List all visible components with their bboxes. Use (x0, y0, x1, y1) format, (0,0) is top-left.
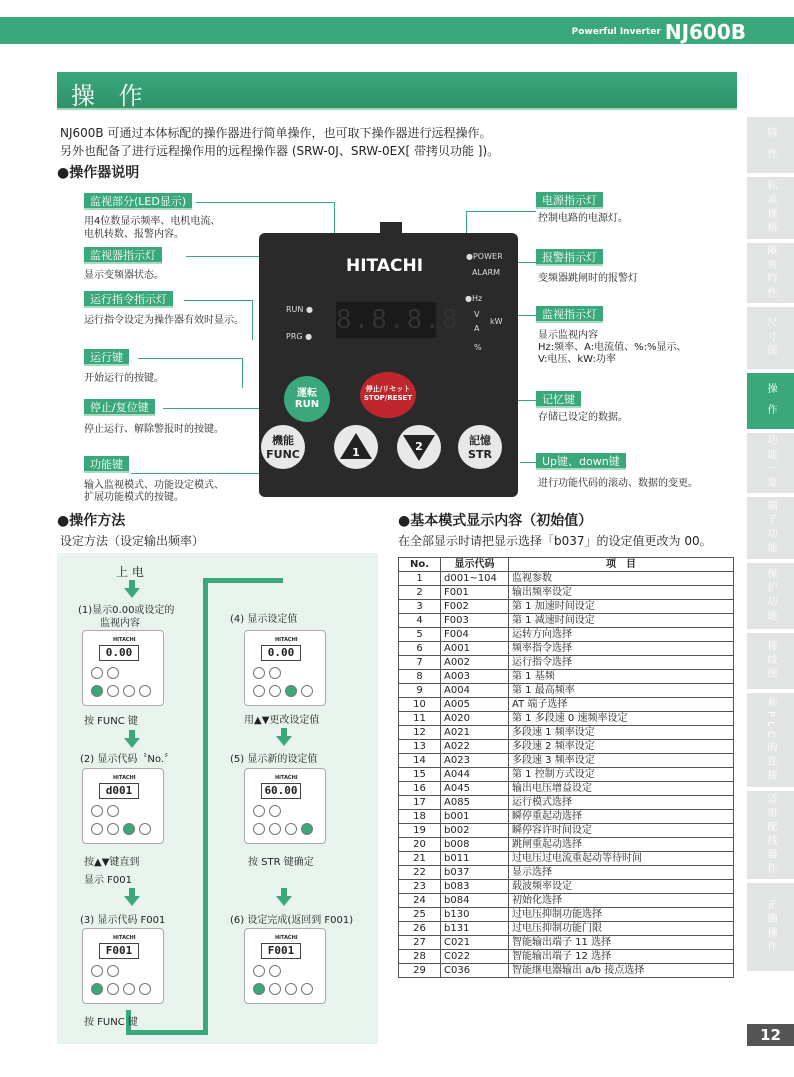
table-row (399, 670, 734, 684)
mini-button (253, 805, 265, 817)
mini-brand: HITACHI (113, 775, 136, 781)
table-row (399, 810, 734, 824)
row-no: 24 (399, 894, 441, 908)
row-item: 第 1 基频 (509, 670, 734, 684)
label-monitor-lamp: 监视器指示灯 (84, 247, 162, 264)
row-item: 过电压抑制功能选择 (509, 908, 734, 922)
mini-button (301, 685, 313, 697)
row-code: b130 (441, 908, 509, 922)
step-6: (6) 设定完成(返回到 F001) (230, 915, 354, 926)
page-number: 12 (747, 1024, 794, 1046)
row-code: A004 (441, 684, 509, 698)
step-1-key: 按 FUNC 键 (84, 716, 138, 727)
page-title: 操 作 (71, 82, 151, 110)
row-code: A021 (441, 726, 509, 740)
table-row (399, 866, 734, 880)
flow-path (203, 578, 283, 583)
row-item: 运行指令选择 (509, 656, 734, 670)
row-item: 智能继电器输出 a/b 接点选择 (509, 964, 734, 978)
row-code: b084 (441, 894, 509, 908)
mini-button (253, 667, 265, 679)
mini-button (107, 667, 119, 679)
side-tab-2[interactable]: 障害特性 (747, 243, 794, 303)
table-row (399, 936, 734, 950)
step-1-line-1: (1)显示0.00或设定的 (78, 605, 175, 616)
mini-button (253, 983, 265, 995)
row-no: 25 (399, 908, 441, 922)
table-row (399, 796, 734, 810)
stop-button-jp: 停止/リセット (365, 385, 411, 393)
row-no: 10 (399, 698, 441, 712)
row-no: 20 (399, 838, 441, 852)
mini-operator-5 (244, 768, 326, 844)
side-tab-4[interactable]: 操 作 (747, 373, 794, 429)
mini-button (91, 823, 103, 835)
row-code: A005 (441, 698, 509, 712)
up-button-number: 1 (352, 446, 360, 459)
row-no: 3 (399, 600, 441, 614)
side-tab-11[interactable]: 正确操作 (747, 883, 794, 971)
row-item: 输出电压增益设定 (509, 782, 734, 796)
store-button[interactable] (458, 425, 502, 469)
mini-button (91, 983, 103, 995)
leader-line (242, 358, 243, 388)
row-item: 显示选择 (509, 866, 734, 880)
mini-operator-6 (244, 928, 326, 1004)
leader-line (520, 462, 536, 463)
desc-monitor-ind-3: V:电压、kW:功率 (538, 354, 616, 365)
label-func-key: 功能键 (84, 456, 129, 473)
mini-button (91, 805, 103, 817)
row-no: 5 (399, 628, 441, 642)
mini-brand: HITACHI (113, 935, 136, 941)
mini-button (253, 685, 265, 697)
up-triangle-icon (334, 425, 378, 469)
table-row (399, 586, 734, 600)
mini-brand: HITACHI (275, 637, 298, 643)
row-code: A002 (441, 656, 509, 670)
alarm-lamp: ALARM (472, 268, 501, 277)
row-code: F004 (441, 628, 509, 642)
row-no: 29 (399, 964, 441, 978)
brand-model: NJ600B (664, 20, 746, 44)
row-no: 22 (399, 866, 441, 880)
side-tab-7[interactable]: 保护功能 (747, 563, 794, 629)
row-code: A085 (441, 796, 509, 810)
step-2: (2) 显示代码〝No.〞 (80, 754, 174, 765)
arrow-stem (281, 888, 287, 896)
mini-button (139, 685, 151, 697)
label-run-cmd-lamp: 运行指令指示灯 (84, 291, 173, 308)
desc-stop-key: 停止运行、解除警报时的按键。 (84, 424, 224, 435)
intro-line-1: NJ600B 可通过本体标配的操作器进行简单操作，也可取下操作器进行远程操作。 (60, 126, 492, 140)
label-power-lamp: 电源指示灯 (536, 192, 603, 209)
step-2-key-1: 按▲▼键直到 (84, 857, 140, 868)
table-row (399, 572, 734, 586)
side-tab-5[interactable]: 功能一览 (747, 433, 794, 493)
mini-operator-3 (82, 928, 164, 1004)
row-no: 8 (399, 670, 441, 684)
mini-display: 0.00 (261, 645, 301, 661)
run-button-jp: 運転 (297, 388, 317, 399)
row-item: 过电压抑制功能门限 (509, 922, 734, 936)
mini-button (139, 823, 151, 835)
method-heading: ●操作方法 (57, 513, 126, 529)
mini-display: 0.00 (99, 645, 139, 661)
mini-button (123, 823, 135, 835)
mini-button (269, 965, 281, 977)
a-lamp: A (474, 324, 480, 333)
led-display: 8.8.8.8 (336, 302, 436, 338)
up-button[interactable] (334, 425, 378, 469)
step-3-key: 按 FUNC 键 (84, 1017, 138, 1028)
store-button-jp: 記憶 (469, 434, 491, 447)
step-2-key-2: 显示 F001 (84, 875, 133, 886)
basic-mode-table (398, 557, 734, 978)
label-run-key: 运行键 (84, 349, 129, 366)
row-code: A044 (441, 768, 509, 782)
row-code: b008 (441, 838, 509, 852)
arrow-stem (281, 728, 287, 736)
row-code: d001~104 (441, 572, 509, 586)
step-5: (5) 显示新的设定值 (230, 754, 318, 765)
side-tab-10[interactable]: 适用配线器件 (747, 791, 794, 879)
mini-button (269, 983, 281, 995)
row-no: 26 (399, 922, 441, 936)
row-code: b002 (441, 824, 509, 838)
intro-line-2: 另外也配备了进行远程操作用的远程操作器 (SRW-0J、SRW-0EX[ 带拷贝功能 ])。 (60, 144, 500, 158)
row-no: 7 (399, 656, 441, 670)
row-no: 19 (399, 824, 441, 838)
step-power-on: 上 电 (116, 565, 144, 579)
mini-button (269, 805, 281, 817)
hz-lamp: ●Hz (465, 294, 483, 303)
mini-button (91, 667, 103, 679)
row-no: 23 (399, 880, 441, 894)
row-item: 智能输出端子 11 选择 (509, 936, 734, 950)
desc-store-key: 存储已设定的数据。 (538, 412, 628, 423)
mini-button (123, 685, 135, 697)
row-item: 多段速 2 频率设定 (509, 740, 734, 754)
table-row (399, 950, 734, 964)
mini-button (253, 823, 265, 835)
mini-button (107, 805, 119, 817)
label-monitor-led: 监视部分(LED显示) (84, 193, 192, 210)
table-row (399, 656, 734, 670)
table-row (399, 838, 734, 852)
row-item: 第 1 多段速 0 速频率设定 (509, 712, 734, 726)
row-code: b011 (441, 852, 509, 866)
row-item: 载波频率设定 (509, 880, 734, 894)
mini-button (301, 823, 313, 835)
row-code: A003 (441, 670, 509, 684)
arrow-stem (129, 580, 135, 588)
row-item: 输出频率设定 (509, 586, 734, 600)
down-arrow-icon (276, 896, 292, 906)
table-row (399, 600, 734, 614)
mini-operator-4 (244, 630, 326, 706)
desc-monitor-lamp: 显示变频器状态。 (84, 270, 164, 281)
row-item: 瞬停容许时间设定 (509, 824, 734, 838)
step-3: (3) 显示代码 F001 (80, 915, 166, 926)
row-code: b131 (441, 922, 509, 936)
v-lamp: V (474, 310, 480, 319)
row-item: 监视参数 (509, 572, 734, 586)
flow-path (203, 578, 208, 1035)
step-4-key: 用▲▼更改设定值 (244, 715, 320, 726)
mini-button (285, 685, 297, 697)
arrow-stem (129, 730, 135, 738)
func-button-jp: 機能 (272, 434, 294, 447)
leader-line (138, 358, 242, 359)
mini-button (107, 965, 119, 977)
func-button-en: FUNC (266, 448, 300, 461)
basic-mode-subtitle: 在全部显示时请把显示选择「b037」的设定值更改为 00。 (398, 534, 712, 548)
row-item: 多段速 3 频率设定 (509, 754, 734, 768)
mini-button (301, 983, 313, 995)
mini-button (285, 823, 297, 835)
step-4: (4) 显示设定值 (230, 614, 298, 625)
leader-line (252, 300, 253, 340)
mini-operator-1 (82, 630, 164, 706)
table-row (399, 712, 734, 726)
run-lamp: RUN ● (286, 305, 313, 314)
table-row (399, 852, 734, 866)
row-code: A045 (441, 782, 509, 796)
row-item: 过电压过电流重起动等待时间 (509, 852, 734, 866)
row-code: b001 (441, 810, 509, 824)
row-no: 17 (399, 796, 441, 810)
section-title-bar (57, 72, 737, 110)
run-button[interactable] (284, 376, 330, 422)
panel-brand: HITACHI (346, 256, 424, 276)
flow-path (126, 1030, 208, 1035)
row-item: 瞬停重起动选择 (509, 810, 734, 824)
row-code: A001 (441, 642, 509, 656)
row-item: 智能输出端子 12 选择 (509, 950, 734, 964)
table-row (399, 782, 734, 796)
row-no: 14 (399, 754, 441, 768)
brand-small: Powerful Inverter (571, 27, 661, 37)
mini-button (269, 667, 281, 679)
label-alarm-lamp: 报警指示灯 (536, 249, 603, 266)
table-row (399, 824, 734, 838)
row-code: F001 (441, 586, 509, 600)
run-button-en: RUN (294, 399, 320, 410)
desc-monitor-ind-1: 显示监视内容 (538, 330, 598, 341)
row-code: C036 (441, 964, 509, 978)
desc-monitor-ind-2: Hz:频率、A:电流值、%:%显示、 (538, 342, 687, 353)
table-row (399, 964, 734, 978)
mini-brand: HITACHI (275, 935, 298, 941)
side-tab-0[interactable]: 特 性 (747, 117, 794, 173)
desc-run-key: 开始运行的按键。 (84, 373, 164, 384)
mini-brand: HITACHI (113, 637, 136, 643)
mini-brand: HITACHI (275, 775, 298, 781)
row-item: 运转方向选择 (509, 628, 734, 642)
leader-line (184, 300, 252, 301)
power-lamp: ●POWER (466, 252, 503, 261)
func-button[interactable] (261, 425, 305, 469)
row-no: 18 (399, 810, 441, 824)
stop-reset-button[interactable] (360, 372, 416, 418)
row-code: b083 (441, 880, 509, 894)
row-no: 11 (399, 712, 441, 726)
label-monitor-ind: 监视指示灯 (536, 306, 603, 323)
side-tab-6[interactable]: 端子功能 (747, 497, 794, 559)
row-item: 第 1 减速时间设定 (509, 614, 734, 628)
desc-power-lamp: 控制电路的电源灯。 (538, 213, 628, 224)
down-triangle-icon (397, 425, 441, 469)
table-row (399, 922, 734, 936)
label-store-key: 记忆键 (536, 391, 581, 408)
row-item: AT 端子选择 (509, 698, 734, 712)
pct-lamp: % (474, 343, 482, 352)
step-1-line-2: 监视内容 (100, 618, 140, 629)
mini-operator-2 (82, 768, 164, 844)
down-arrow-icon (124, 738, 140, 748)
down-arrow-icon (124, 588, 140, 598)
mini-button (107, 823, 119, 835)
label-stop-key: 停止/复位键 (84, 399, 155, 416)
mini-display: d001 (99, 783, 139, 799)
down-button[interactable] (397, 425, 441, 469)
row-code: F002 (441, 600, 509, 614)
mini-button (269, 685, 281, 697)
mini-display: 60.00 (261, 783, 301, 799)
method-subtitle: 设定方法（设定输出频率） (60, 534, 205, 548)
row-no: 16 (399, 782, 441, 796)
side-tab-3[interactable]: 尺寸图 (747, 307, 794, 369)
row-item: 频率指令选择 (509, 642, 734, 656)
operator-heading: ●操作器说明 (57, 165, 140, 181)
row-code: b037 (441, 866, 509, 880)
leader-line (186, 256, 262, 257)
table-row (399, 880, 734, 894)
leader-line (196, 202, 334, 203)
col-no: No. (399, 558, 441, 572)
row-no: 1 (399, 572, 441, 586)
down-button-number: 2 (415, 440, 423, 453)
desc-func-key-2: 扩展功能模式的按键。 (84, 492, 184, 503)
table-row (399, 614, 734, 628)
desc-monitor-led-1: 用4位数显示频率、电机电流、 (84, 216, 221, 227)
mini-button (285, 983, 297, 995)
row-no: 9 (399, 684, 441, 698)
table-row (399, 754, 734, 768)
mini-button (269, 823, 281, 835)
table-row (399, 684, 734, 698)
mini-button (91, 685, 103, 697)
desc-updown-key: 进行功能代码的滚动、数据的变更。 (538, 478, 698, 489)
desc-func-key-1: 输入监视模式、功能设定模式、 (84, 480, 224, 491)
row-no: 28 (399, 950, 441, 964)
step-5-key: 按 STR 键确定 (248, 857, 314, 868)
desc-monitor-led-2: 电机转数、报警内容。 (84, 229, 184, 240)
table-row (399, 642, 734, 656)
row-no: 4 (399, 614, 441, 628)
row-item: 运行模式选择 (509, 796, 734, 810)
mini-button (123, 983, 135, 995)
mini-display: F001 (261, 943, 301, 959)
row-no: 27 (399, 936, 441, 950)
table-row (399, 768, 734, 782)
mini-button (91, 965, 103, 977)
brand (572, 20, 746, 44)
basic-mode-heading: ●基本模式显示内容（初始值） (398, 513, 593, 529)
mini-button (253, 965, 265, 977)
down-arrow-icon (124, 896, 140, 906)
row-no: 2 (399, 586, 441, 600)
row-item: 跳闸重起动选择 (509, 838, 734, 852)
store-button-en: STR (468, 448, 492, 461)
row-item: 多段速 1 频率设定 (509, 726, 734, 740)
col-code: 显示代码 (441, 558, 509, 572)
leader-line (466, 211, 536, 212)
side-tab-1[interactable]: 标准规格 (747, 177, 794, 239)
row-no: 12 (399, 726, 441, 740)
prg-lamp: PRG ● (286, 332, 313, 341)
row-item: 第 1 最高频率 (509, 684, 734, 698)
table-row (399, 894, 734, 908)
row-no: 15 (399, 768, 441, 782)
table-row (399, 698, 734, 712)
row-code: A023 (441, 754, 509, 768)
row-no: 6 (399, 642, 441, 656)
table-row (399, 726, 734, 740)
mini-button (107, 685, 119, 697)
row-item: 第 1 控制方式设定 (509, 768, 734, 782)
row-item: 第 1 加速时间设定 (509, 600, 734, 614)
mini-button (107, 983, 119, 995)
side-tab-9[interactable]: 和PLC的连接 (747, 693, 794, 787)
row-code: A020 (441, 712, 509, 726)
stop-button-en: STOP/RESET (363, 394, 413, 402)
row-no: 13 (399, 740, 441, 754)
row-no: 21 (399, 852, 441, 866)
row-item: 初始化选择 (509, 894, 734, 908)
row-code: C021 (441, 936, 509, 950)
desc-run-cmd-lamp: 运行指令设定为操作器有效时显示。 (84, 315, 244, 326)
kw-lamp: kW (490, 317, 503, 326)
mini-button (139, 983, 151, 995)
row-code: C022 (441, 950, 509, 964)
side-tab-8[interactable]: 接线图 (747, 633, 794, 689)
down-arrow-icon (276, 736, 292, 746)
arrow-stem (129, 888, 135, 896)
mini-display: F001 (99, 943, 139, 959)
table-row (399, 908, 734, 922)
col-item: 项 目 (509, 558, 734, 572)
label-updown-key: Up键、down键 (536, 453, 626, 470)
row-code: A022 (441, 740, 509, 754)
row-code: F003 (441, 614, 509, 628)
table-row (399, 740, 734, 754)
table-row (399, 628, 734, 642)
desc-alarm-lamp: 变频器跳闸时的报警灯 (538, 273, 638, 284)
